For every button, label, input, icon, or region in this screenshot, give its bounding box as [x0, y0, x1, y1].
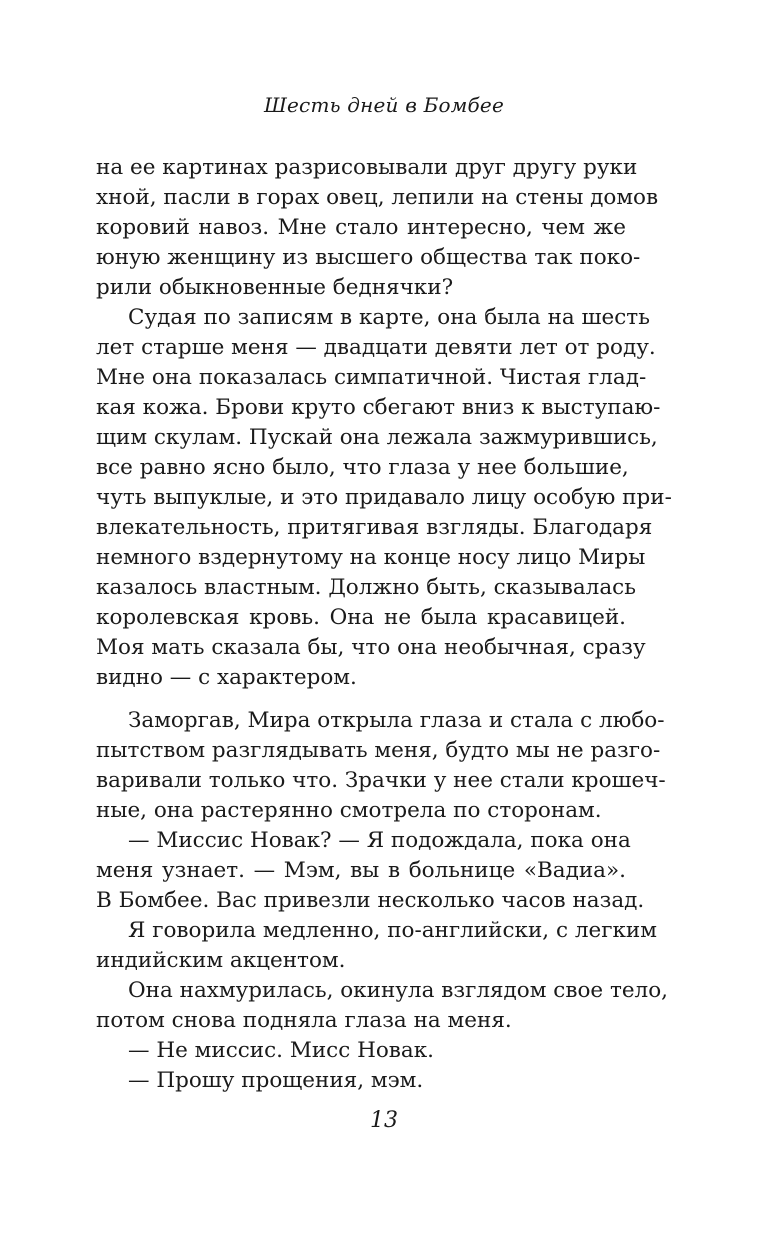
text-line: Она нахмурилась, окинула взглядом свое тело,	[128, 978, 668, 1003]
paragraph	[96, 153, 659, 303]
text-line: чуть выпуклые, и это придавало лицу особую при-	[96, 485, 672, 510]
text-line: казалось властным. Должно быть, сказывалась	[96, 575, 636, 600]
page-number: 13	[370, 1108, 398, 1133]
text-line: Мне она показалась симпатичной. Чистая глад-	[96, 365, 647, 390]
text-line: индийским акцентом.	[96, 948, 346, 973]
text-line: рили обыкновенные беднячки?	[96, 275, 454, 300]
text-line: варивали только что. Зрачки у нее стали крошеч-	[96, 768, 666, 793]
text-line: Я говорила медленно, по-английски, с легким	[128, 918, 657, 943]
text-line: влекательность, притягивая взгляды. Благодаря	[96, 515, 653, 540]
text-line: Заморгав, Мира открыла глаза и стала с любо-	[128, 708, 665, 733]
paragraph	[96, 916, 657, 976]
paragraph	[96, 303, 672, 693]
paragraph	[96, 826, 645, 916]
text-line: кая кожа. Брови круто сбегают вниз к выступаю-	[96, 395, 661, 420]
text-line: юную женщину из высшего общества так поко-	[96, 245, 641, 270]
text-line: королевская кровь. Она не была красавицей.	[96, 605, 626, 630]
text-line: — Миссис Новак? — Я подождала, пока она	[128, 828, 631, 853]
text-line: лет старше меня — двадцати девяти лет от роду.	[96, 335, 656, 360]
text-line: В Бомбее. Вас привезли несколько часов назад.	[96, 888, 645, 913]
text-line: все равно ясно было, что глаза у нее большие,	[96, 455, 629, 480]
text-line: Судая по записям в карте, она была на шесть	[128, 305, 650, 330]
text-line: ные, она растерянно смотрела по сторонам.	[96, 798, 602, 823]
text-line: видно — с характером.	[96, 665, 357, 690]
text-line: меня узнает. — Мэм, вы в больнице «Вадиа».	[96, 858, 626, 883]
paragraph	[96, 1066, 626, 1096]
text-line: потом снова подняла глаза на меня.	[96, 1008, 512, 1033]
text-line: — Прошу прощения, мэм.	[128, 1068, 424, 1093]
text-block-top	[96, 153, 672, 693]
text-line: немного вздернутому на конце носу лицо Миры	[96, 545, 646, 570]
paragraph	[96, 976, 668, 1036]
text-line: — Не миссис. Мисс Новак.	[128, 1038, 434, 1063]
text-line: пытством разглядывать меня, будто мы не разго-	[96, 738, 661, 763]
paragraph	[96, 706, 666, 826]
text-line: коровий навоз. Мне стало интересно, чем же	[96, 215, 626, 240]
text-line: Моя мать сказала бы, что она необычная, сразу	[96, 635, 646, 660]
paragraph	[96, 1036, 626, 1066]
running-header: Шесть дней в Бомбее	[264, 93, 504, 117]
text-line: хной, пасли в горах овец, лепили на стены домов	[96, 185, 659, 210]
text-line: на ее картинах разрисовывали друг другу руки	[96, 155, 638, 180]
text-block-bottom	[96, 706, 668, 1096]
text-line: щим скулам. Пускай она лежала зажмурившись,	[96, 425, 658, 450]
